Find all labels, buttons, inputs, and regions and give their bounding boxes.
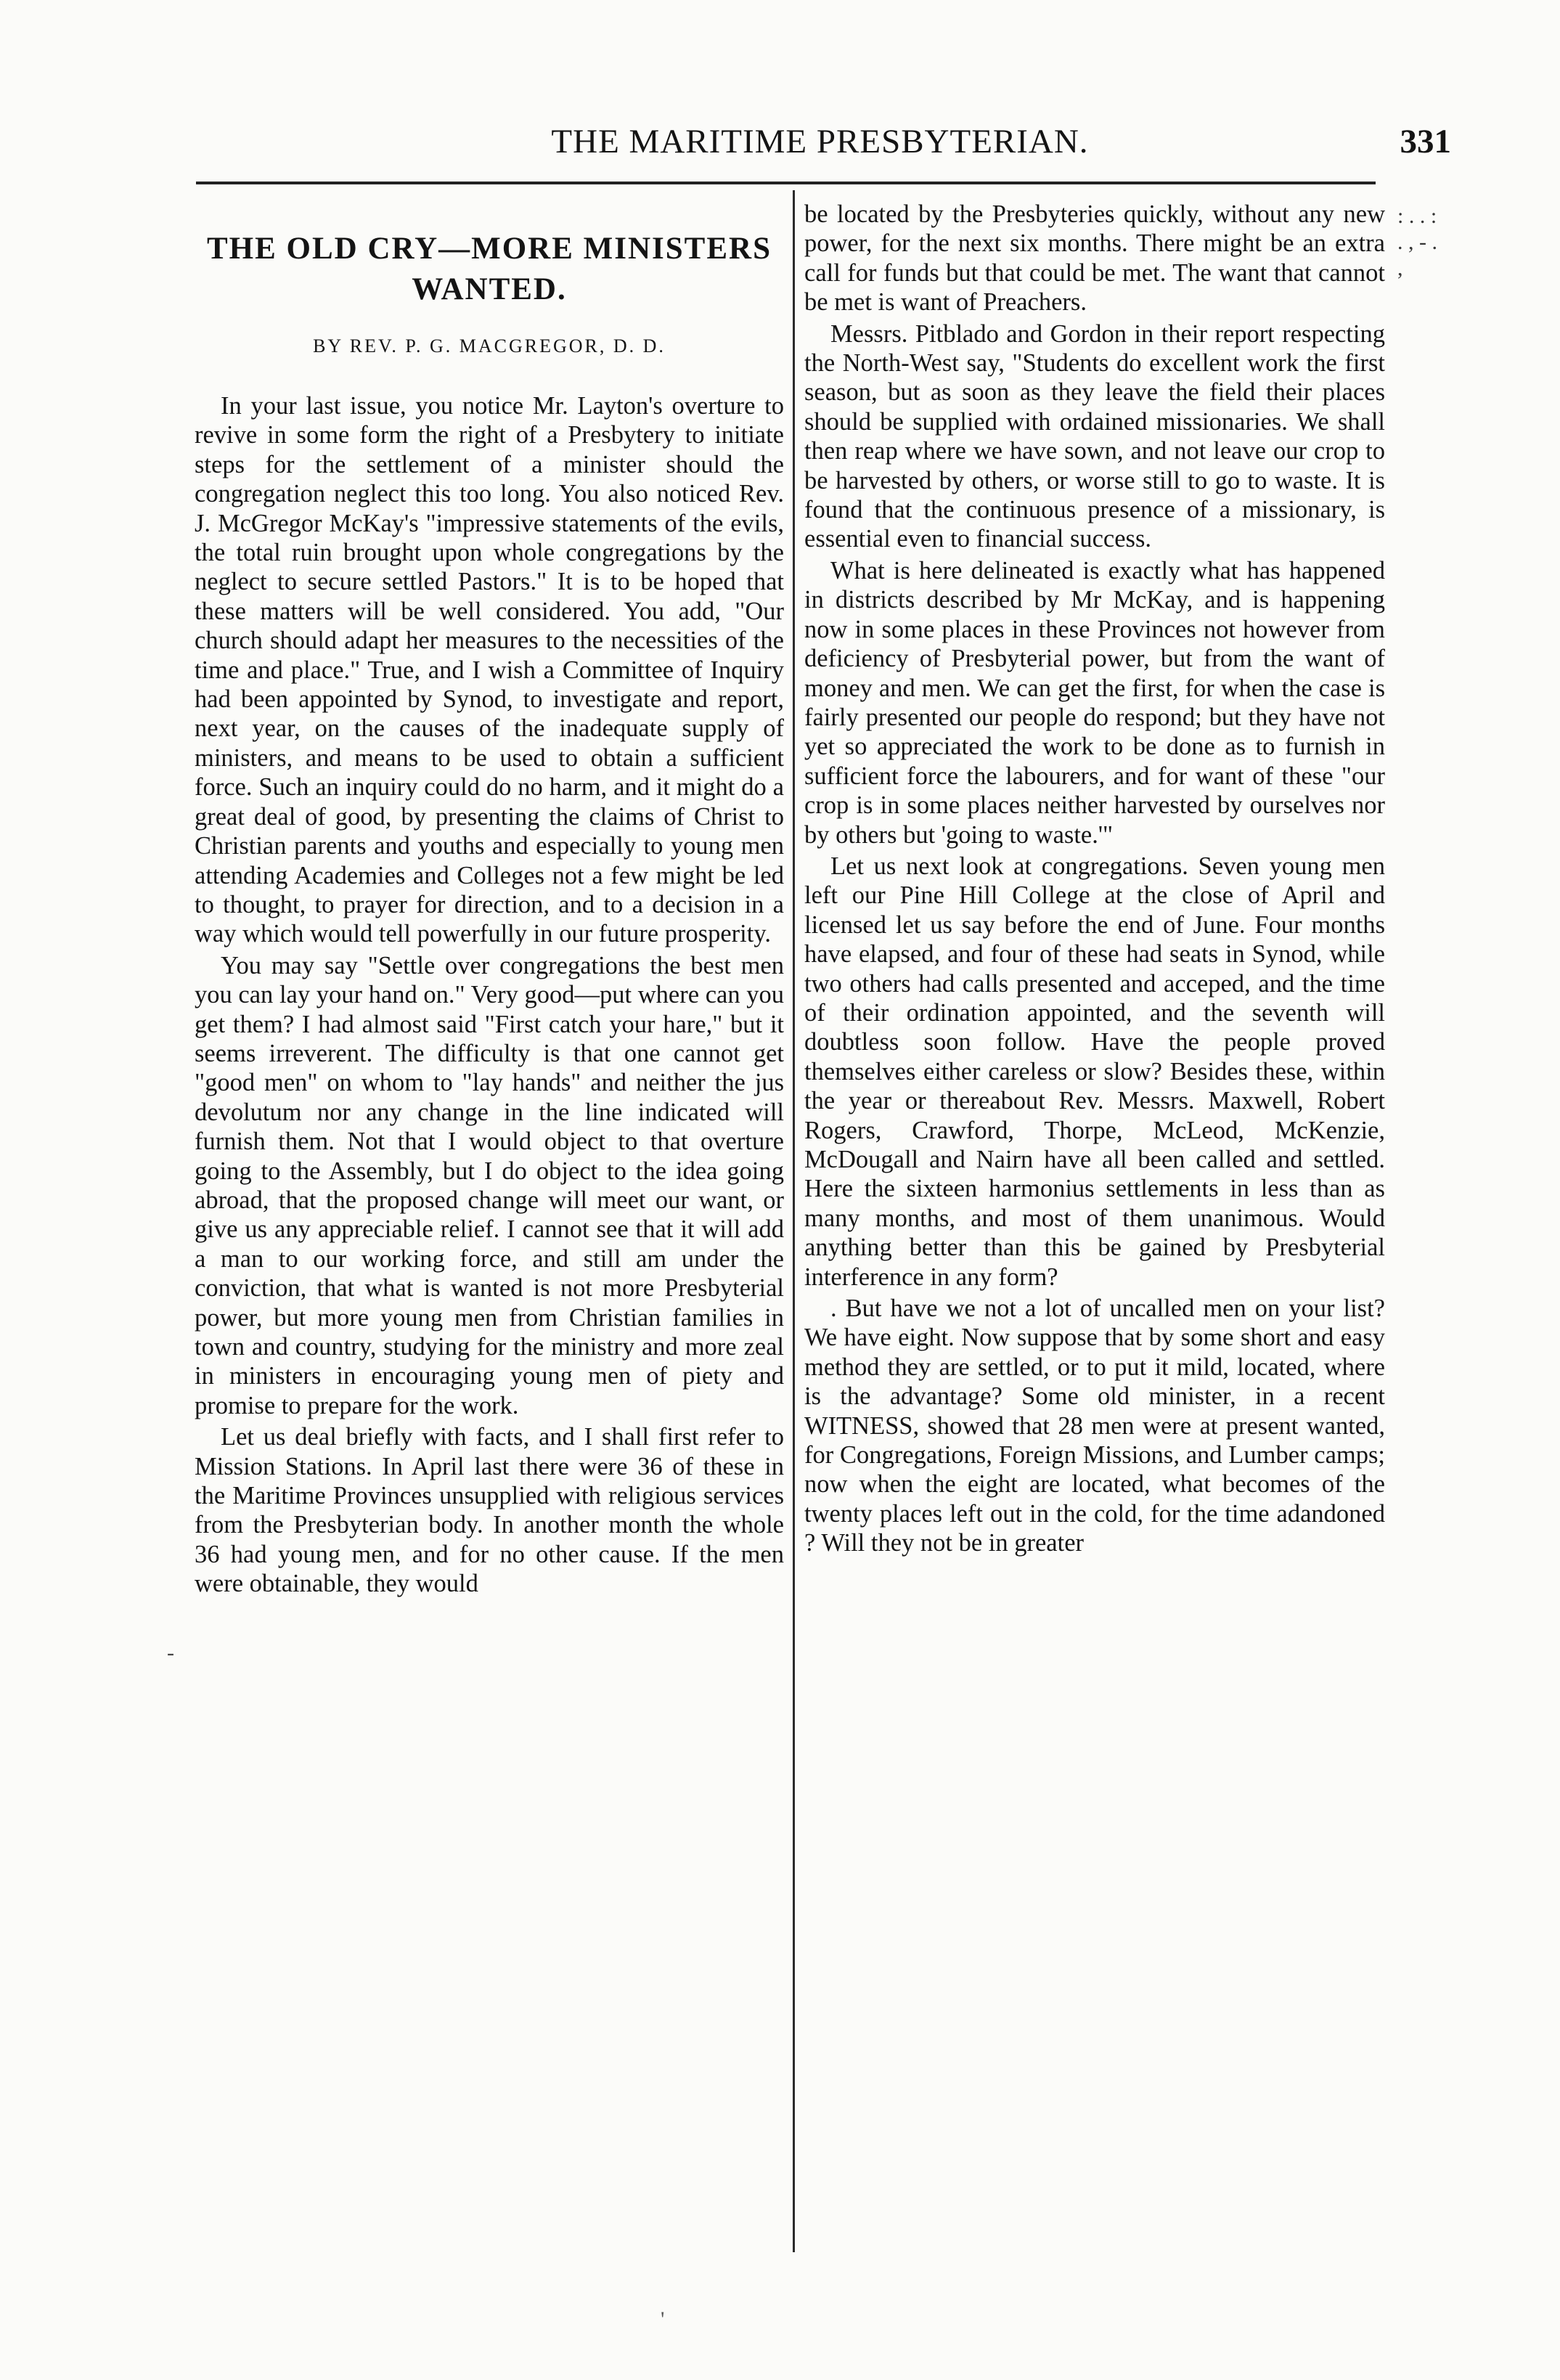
right-column: [804, 200, 1385, 2242]
article-title: THE OLD CRY—MORE MINISTERS WANTED.: [206, 232, 772, 306]
margin-mark-left: -: [167, 1641, 174, 1665]
left-column: [195, 200, 784, 2242]
paragraph: In your last issue, you notice Mr. Layton's overture to revive in some form the right of a Presbytery to initiate steps for the settlement of a minister should the congregation neglect this too long. You also noticed Rev. J. McGregor McKay's "impressive statements of the evils, the total ruin brought upon whole congregations by the neglect to secure settled Pastors." It is to be hoped that these matters will be well considered. You add, "Our church should adapt her measures to the necessities of the time and place." True, and I wish a Committee of Inquiry had been appointed by Synod, to investigate and report, next year, on the causes of the inadequate supply of ministers, and means to be used to obtain a sufficient force. Such an inquiry could do no harm, and it might do a great deal of good, by presenting the claims of Christ to Christian parents and youths and especially to young men attending Academies and Colleges not a few might be led to thought, to prayer for direction, and to a decision in a way which would tell powerfully in our future prosperity.: [195, 392, 784, 948]
publication-title: THE MARITIME PRESBYTERIAN.: [551, 123, 1089, 160]
column-divider: [793, 190, 795, 2252]
paragraph: Messrs. Pitblado and Gordon in their report respecting the North-West say, "Students do excellent work the first season, but as soon as they leave the field their places should be supplied with ordained missionaries. We shall then reap where we have sown, and not leave our crop to be harvested by others, or worse still to go to waste. It is found that the continuous presence of a missionary, is essential even to financial success.: [804, 319, 1385, 553]
margin-marks-right: : . . : . , - . ,: [1397, 204, 1437, 280]
page-number: 331: [1400, 123, 1451, 160]
paragraph: . But have we not a lot of uncalled men on your list? We have eight. Now suppose that by some short and easy method they are settled, or to put it mild, located, where is the advantage? Some old minister, in a recent WITNESS, showed that 28 men were at present wanted, for Congregations, Foreign Missions, and Lumber camps; now when the eight are located, what becomes of the twenty places left out in the cold, for the time adandoned ? Will they not be in greater: [804, 1295, 1385, 1557]
header-rule: [196, 182, 1376, 184]
paragraph: be located by the Presbyteries quickly, without any new power, for the next six months. There might be an extra call for funds but that could be met. The want that cannot be met is want of Preachers.: [804, 200, 1385, 317]
paragraph: What is here delineated is exactly what has happened in districts described by Mr McKay, and is happening now in some places in these Provinces not however from deficiency of Presbyterial power, but from the want of money and men. We can get the first, for when the case is fairly presented our people do respond; but they have not yet so appreciated the work to be done as to furnish in sufficient force the labourers, and for want of these "our crop is in some places neither harvested by ourselves nor by others but 'going to waste.'": [804, 556, 1385, 849]
article-byline: BY REV. P. G. MACGREGOR, D. D.: [313, 335, 666, 356]
paragraph: You may say "Settle over congregations the best men you can lay your hand on." Very good—put where can you get them? I had almost said "First catch your hare," but it seems irreverent. The difficulty is that one cannot get "good men" on whom to "lay hands" and neither the jus devolutum nor any change in the line indicated will furnish them. Not that I would object to that overture going to the Assembly, but I do object to the idea going abroad, that the proposed change will meet our want, or give us any appreciable relief. I cannot see that it will add a man to our working force, and still am under the conviction, that what is wanted is not more Presbyterial power, but more young men from Christian families in town and country, studying for the ministry and more zeal in ministers in encouraging young men of piety and promise to prepare for the work.: [195, 951, 784, 1419]
running-head: [189, 120, 1451, 171]
paragraph: Let us next look at congregations. Seven young men left our Pine Hill College at the close of April and licensed let us say before the end of June. Four months have elapsed, and four of these had seats in Synod, while two others had calls presented and acceped, and the time of their ordination appointed, and the seventh will doubtless soon follow. Have the people proved themselves either careless or slow? Besides these, within the year or thereabout Rev. Messrs. Maxwell, Robert Rogers, Crawford, Thorpe, McLeod, McKenzie, McDougall and Nairn have all been called and settled. Here the sixteen harmonius settlements in less than as many months, and most of them unanimous. Would anything better than this be gained by Presbyterial interference in any form?: [804, 852, 1385, 1291]
margin-mark-bottom: ': [661, 2307, 665, 2331]
paragraph: Let us deal briefly with facts, and I shall first refer to Mission Stations. In April last there were 36 of these in the Maritime Provinces unsupplied with religious services from the Presbyterian body. In another month the whole 36 had young men, and for no other cause. If the men were obtainable, they would: [195, 1423, 784, 1598]
